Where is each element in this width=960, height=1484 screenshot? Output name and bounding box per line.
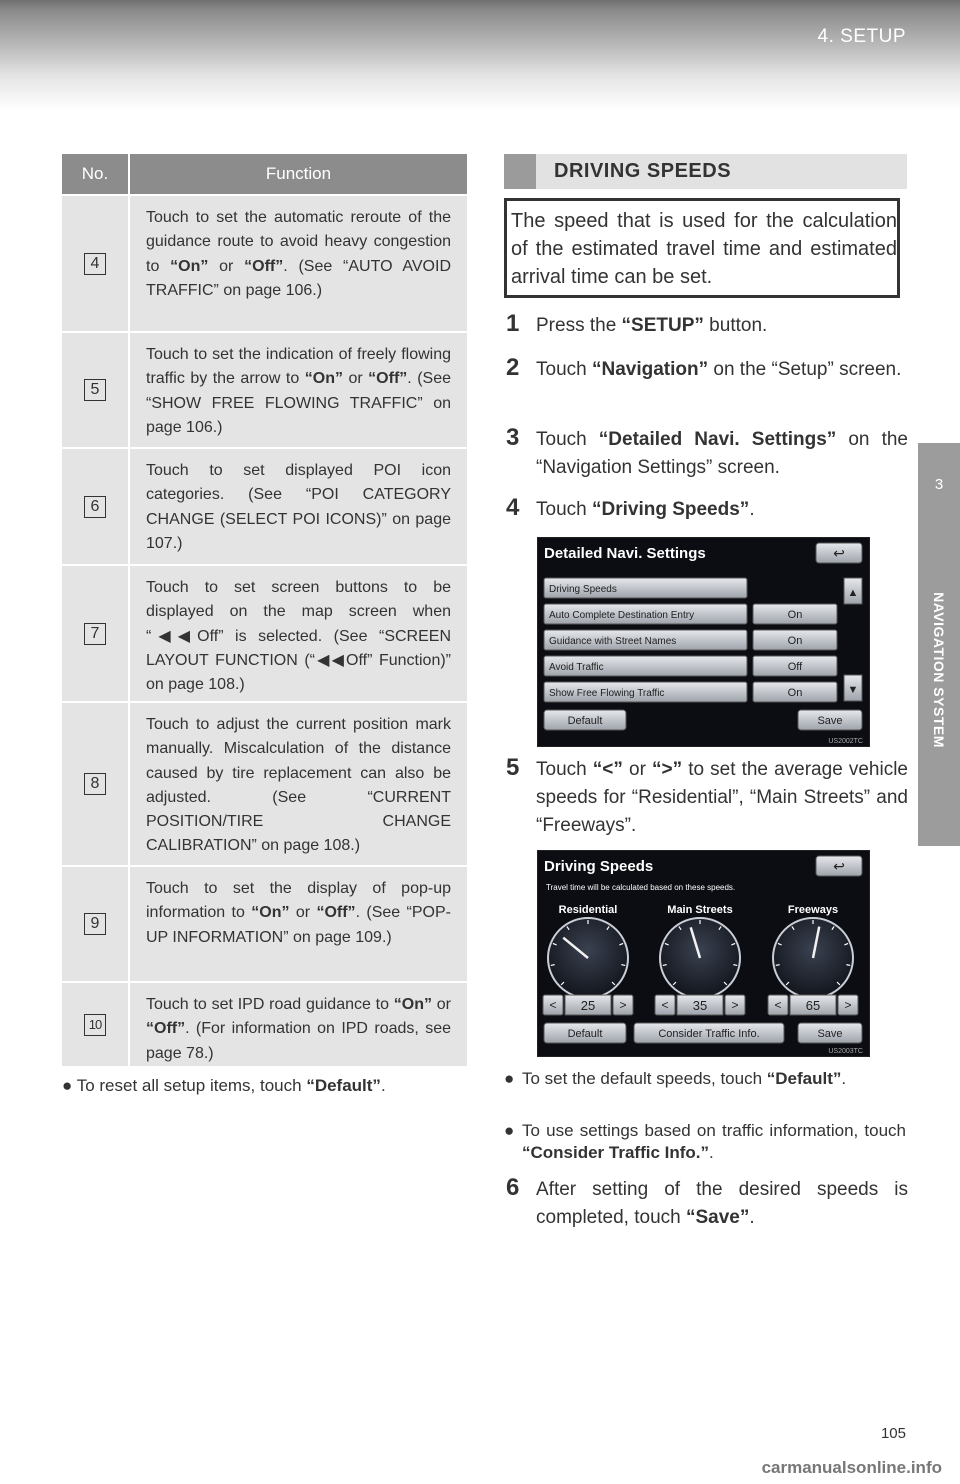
- speed-value: 35: [692, 998, 708, 1013]
- bullet-traffic: [504, 1120, 906, 1164]
- screenshot-driving-speeds: [537, 850, 870, 1057]
- speed-column: [543, 904, 633, 1015]
- scroll-down-button[interactable]: [844, 675, 862, 701]
- step-text: Touch “<” or “>” to set the average vehicle speeds for “Residential”, “Main Streets” and “Freeways”.: [536, 759, 908, 836]
- chevron-left-icon: <: [774, 998, 782, 1012]
- back-arrow-icon: ↩: [833, 858, 845, 874]
- row-number-cell: [62, 867, 128, 981]
- bullet-default: [504, 1068, 906, 1090]
- speed-column-label: Freeways: [787, 904, 839, 916]
- speed-value: 65: [805, 998, 821, 1013]
- table-header: [62, 154, 467, 194]
- row-number-box: 7: [84, 623, 106, 645]
- row-function-cell: Touch to set the indication of freely flowing traffic by the arrow to “On” or “Off”. (See “SHOW FREE FLOWING TRAFFIC” on page 106.): [128, 333, 467, 447]
- setting-value: On: [787, 609, 803, 621]
- dial-tick: [846, 965, 850, 966]
- setting-label: Show Free Flowing Traffic: [549, 688, 665, 699]
- row-number-cell: [62, 703, 128, 865]
- chapter-number: 3: [934, 476, 944, 493]
- step-4: [506, 496, 908, 524]
- header-no: No.: [81, 164, 109, 183]
- setting-item[interactable]: [544, 630, 837, 650]
- screenshot-detailed-navi-settings: [537, 537, 870, 747]
- reset-note-text: To reset all setup items, touch “Default”.: [76, 1076, 386, 1095]
- save-label: Save: [817, 1028, 843, 1040]
- decrease-speed-button[interactable]: [543, 995, 563, 1015]
- row-function-cell: Touch to set displayed POI icon categories. (See “POI CATEGORY CHANGE (SELECT POI ICONS)” on page 107.): [128, 449, 467, 564]
- bullet-text: To use settings based on traffic information, touch “Consider Traffic Info.”.: [522, 1121, 906, 1162]
- consider-traffic-button[interactable]: [634, 1023, 784, 1043]
- speed-column-label: Main Streets: [667, 904, 733, 916]
- chevron-right-icon: >: [619, 998, 627, 1012]
- scroll-up-button[interactable]: [844, 578, 862, 604]
- row-number-cell: [62, 449, 128, 564]
- row-number-cell: [62, 333, 128, 447]
- table-row: [62, 701, 467, 865]
- step-2: [506, 356, 908, 384]
- increase-speed-button[interactable]: [613, 995, 633, 1015]
- setting-item[interactable]: [544, 656, 837, 676]
- dial-tick: [551, 965, 555, 966]
- consider-traffic-label: Consider Traffic Info.: [658, 1028, 760, 1040]
- row-number-cell: [62, 566, 128, 701]
- setting-value: On: [787, 687, 803, 699]
- row-number-box: 6: [84, 496, 106, 518]
- step-number: 2: [506, 354, 520, 381]
- step-number: 4: [506, 494, 520, 521]
- down-arrow-icon: ▼: [847, 684, 859, 696]
- step-number: 6: [506, 1174, 520, 1201]
- bullet-text: To set the default speeds, touch “Default”.: [522, 1069, 847, 1088]
- table-row: [62, 981, 467, 1066]
- step-text: After setting of the desired speeds is completed, touch “Save”.: [536, 1179, 908, 1228]
- step-text: Press the “SETUP” button.: [536, 315, 768, 336]
- table-row: [62, 564, 467, 701]
- row-function-cell: Touch to adjust the current position mark manually. Miscalculation of the distance caused by tire replacement can also be adjusted. (See “CURRENT POSITION/TIRE CHANGE CALIBRATION” on page 108.): [128, 703, 467, 865]
- back-button[interactable]: [816, 543, 862, 563]
- default-label: Default: [567, 1028, 603, 1040]
- table-row: [62, 194, 467, 331]
- setting-item[interactable]: [544, 578, 747, 598]
- step-5: [506, 756, 908, 840]
- setting-item[interactable]: [544, 682, 837, 702]
- chevron-left-icon: <: [661, 998, 669, 1012]
- setting-item[interactable]: [544, 604, 837, 624]
- row-number-box: 4: [84, 253, 106, 275]
- setting-label: Avoid Traffic: [549, 662, 604, 673]
- row-function-cell: Touch to set the display of pop-up information to “On” or “Off”. (See “POP-UP INFORMATION” on page 109.): [128, 867, 467, 981]
- speed-column-label: Residential: [558, 904, 618, 916]
- step-3: [506, 426, 908, 482]
- section-heading: [504, 154, 907, 189]
- header-function: Function: [128, 154, 467, 194]
- screen-title: Detailed Navi. Settings: [544, 545, 706, 562]
- row-number-cell: [62, 196, 128, 331]
- bullet-icon: ●: [504, 1121, 515, 1140]
- bullet-icon: ●: [62, 1076, 73, 1095]
- increase-speed-button[interactable]: [725, 995, 745, 1015]
- table-row: [62, 331, 467, 447]
- dial-tick: [733, 965, 737, 966]
- step-number: 1: [506, 310, 520, 337]
- function-table: [62, 154, 467, 1066]
- row-number-box: 5: [84, 379, 106, 401]
- table-row: [62, 447, 467, 564]
- setting-label: Guidance with Street Names: [549, 636, 677, 647]
- row-function-cell: Touch to set screen buttons to be displayed on the map screen when “◀◀Off” is selected. (See “SCREEN LAYOUT FUNCTION (“◀◀Off” Function)” on page 108.): [128, 566, 467, 701]
- reset-note: [62, 1076, 386, 1096]
- step-number: 3: [506, 424, 520, 451]
- step-number: 5: [506, 754, 520, 781]
- dial-tick: [663, 965, 667, 966]
- speed-value: 25: [580, 998, 596, 1013]
- speed-column: [768, 904, 858, 1015]
- image-code: US2003TC: [828, 1048, 863, 1055]
- save-button[interactable]: [798, 1023, 862, 1043]
- page-number: 105: [880, 1425, 906, 1442]
- row-function-cell: Touch to set the automatic reroute of the guidance route to avoid heavy congestion to “On” or “Off”. (See “AUTO AVOID TRAFFIC” on page 106.): [128, 196, 467, 331]
- back-arrow-icon: ↩: [833, 545, 845, 561]
- row-number-cell: [62, 983, 128, 1066]
- up-arrow-icon: ▲: [847, 587, 859, 599]
- setting-label: Auto Complete Destination Entry: [549, 610, 695, 621]
- chevron-right-icon: >: [731, 998, 739, 1012]
- back-button[interactable]: [816, 856, 862, 876]
- table-row: [62, 865, 467, 981]
- save-button[interactable]: [798, 710, 862, 730]
- speed-column: [655, 904, 745, 1015]
- decrease-speed-button[interactable]: [768, 995, 788, 1015]
- screen-title: Driving Speeds: [544, 858, 654, 875]
- step-text: Touch “Navigation” on the “Setup” screen.: [536, 359, 902, 380]
- default-button[interactable]: [544, 710, 626, 730]
- heading-text: DRIVING SPEEDS: [554, 160, 732, 182]
- setting-label: Driving Speeds: [549, 584, 617, 595]
- chevron-left-icon: <: [549, 998, 557, 1012]
- row-number-box: 8: [84, 773, 106, 795]
- bullet-icon: ●: [504, 1069, 515, 1088]
- default-label: Default: [567, 715, 603, 727]
- step-text: Touch “Detailed Navi. Settings” on the “Navigation Settings” screen.: [536, 429, 908, 478]
- increase-speed-button[interactable]: [838, 995, 858, 1015]
- step-text: Touch “Driving Speeds”.: [536, 499, 755, 520]
- row-function-cell: Touch to set IPD road guidance to “On” or “Off”. (For information on IPD roads, see page 78.): [128, 983, 467, 1066]
- chevron-right-icon: >: [844, 998, 852, 1012]
- decrease-speed-button[interactable]: [655, 995, 675, 1015]
- setting-value: Off: [787, 661, 803, 673]
- default-button[interactable]: [544, 1023, 626, 1043]
- save-label: Save: [817, 715, 843, 727]
- row-number-box: 10: [84, 1014, 106, 1036]
- image-code: US2002TC: [828, 738, 863, 745]
- watermark: carmanualsonline.info: [761, 1458, 942, 1477]
- setting-value: On: [787, 635, 803, 647]
- dial-tick: [621, 965, 625, 966]
- section-title: 4. SETUP: [817, 26, 906, 47]
- row-number-box: 9: [84, 913, 106, 935]
- header-band: [0, 0, 960, 110]
- step-6: [506, 1176, 908, 1232]
- intro-box: The speed that is used for the calculation of the estimated travel time and estimated arrival time can be set.: [504, 198, 900, 298]
- chapter-label: NAVIGATION SYSTEM: [931, 592, 947, 748]
- screen-subtitle: Travel time will be calculated based on these speeds.: [546, 883, 736, 892]
- step-1: [506, 312, 908, 340]
- heading-tab: [504, 154, 536, 189]
- dial-tick: [776, 965, 780, 966]
